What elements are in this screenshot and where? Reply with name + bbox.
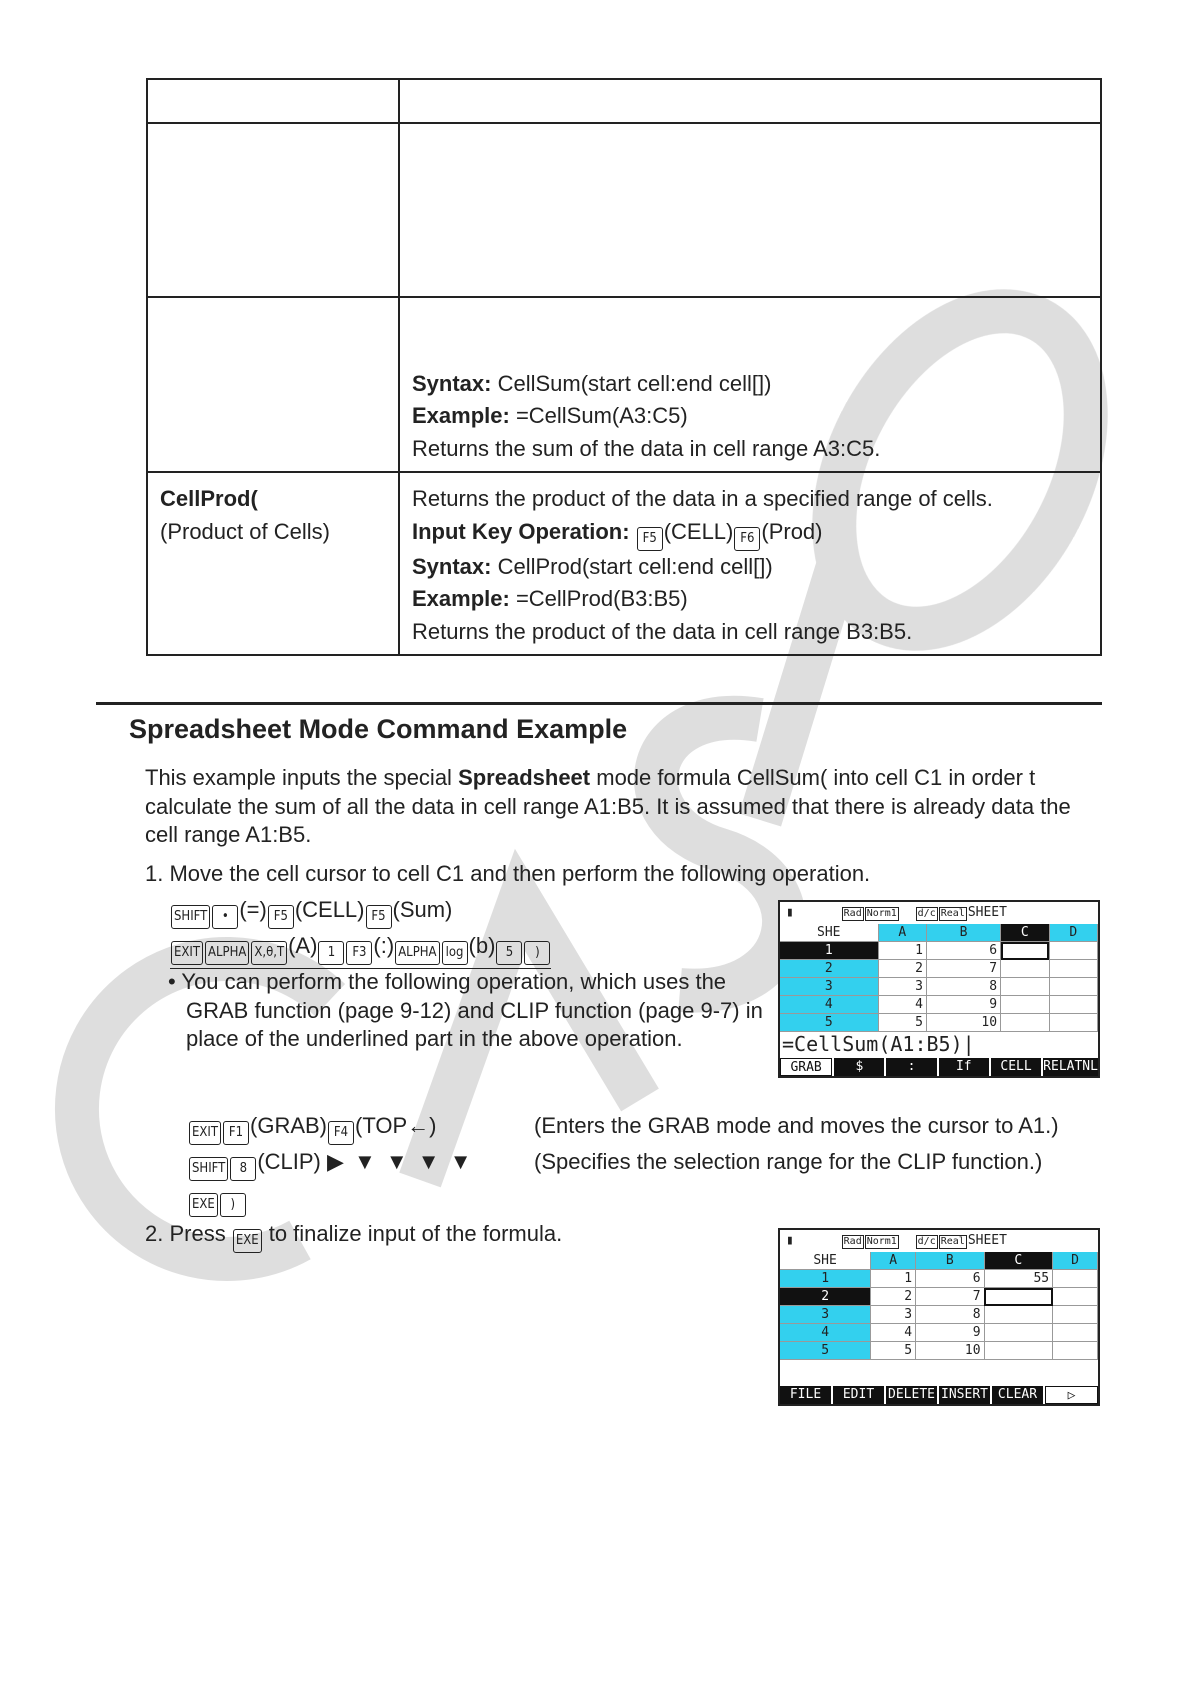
- battery-icon: ▮: [786, 905, 794, 920]
- five-key-icon: 5: [496, 941, 522, 965]
- dot-key-icon: •: [212, 905, 238, 929]
- fkey-edit[interactable]: EDIT: [833, 1386, 884, 1404]
- command-subname: (Product of Cells): [160, 518, 330, 544]
- table-cell: [399, 297, 1101, 472]
- returns-line: Returns the sum of the data in cell range A3:C5.: [412, 435, 881, 461]
- section-title: Spreadsheet Mode Command Example: [129, 714, 628, 744]
- alt-sequence-2: SHIFT 8 (CLIP) ▶ ▼ ▼ ▼ ▼: [188, 1148, 473, 1181]
- table-row: 2 2 7: [780, 1288, 1098, 1306]
- f4-key-icon: F4: [328, 1121, 354, 1145]
- calculator-screen-1: [778, 900, 1100, 1078]
- table-cell: [399, 123, 1101, 297]
- alt-sequence-3: [188, 1184, 247, 1217]
- function-key-bar: [780, 1386, 1098, 1404]
- alt-note-1: (Enters the GRAB mode and moves the cursor to A1.): [534, 1113, 1059, 1138]
- exe-key-icon: EXE: [189, 1193, 218, 1217]
- table-row: 1 1 6: [780, 942, 1098, 960]
- example-line: Example: =CellProd(B3:B5): [412, 586, 688, 611]
- fkey-insert[interactable]: INSERT: [939, 1386, 990, 1404]
- fkey-file[interactable]: FILE: [780, 1386, 831, 1404]
- table-row-cellprod: [147, 472, 1101, 655]
- calculator-screen-2: [778, 1228, 1100, 1406]
- fkey-next[interactable]: ▷: [1045, 1386, 1098, 1404]
- table-cell: [147, 297, 399, 472]
- cursor-arrow-keys-icon: ▶ ▼ ▼ ▼ ▼: [327, 1149, 474, 1174]
- table-row: 1 1 6 55: [780, 1270, 1098, 1288]
- table-row: 3 3 8: [780, 978, 1098, 996]
- fkey-delete[interactable]: DELETE: [886, 1386, 937, 1404]
- step-1: 1. Move the cell cursor to cell C1 and then perform the following operation.: [145, 861, 871, 886]
- edit-line: [780, 1360, 1098, 1384]
- table-cell: [399, 472, 1101, 655]
- command-name: CellProd(: [160, 486, 258, 511]
- exit-key-icon: EXIT: [189, 1121, 221, 1145]
- fkey-grab[interactable]: GRAB: [780, 1058, 832, 1076]
- f5-key-icon: F5: [366, 905, 392, 929]
- exit-key-icon: EXIT: [171, 941, 203, 965]
- fkey-dollar[interactable]: $: [834, 1058, 884, 1076]
- table-row: 2 2 7: [780, 960, 1098, 978]
- table-cell: [147, 123, 399, 297]
- fkey-if[interactable]: If: [939, 1058, 989, 1076]
- status-bar: ▮ Rad Norm1 d/c Real SHEET: [786, 905, 1007, 920]
- table-cell: [147, 472, 399, 655]
- spreadsheet-grid: SHE A B C D 1 1 6 2 2 7 3 3 8 4 4 9 5 5 10: [780, 924, 1098, 1032]
- alpha-key-icon: ALPHA: [395, 941, 439, 965]
- syntax-line: Syntax: CellProd(start cell:end cell[]): [412, 553, 773, 579]
- key-sequence-1: SHIFT • (=) F5 (CELL) F5 (Sum): [170, 896, 452, 929]
- table-row: 4 4 9: [780, 996, 1098, 1014]
- step-2: 2. Press EXE to finalize input of the formula.: [145, 1220, 562, 1253]
- fkey-clear[interactable]: CLEAR: [992, 1386, 1043, 1404]
- input-key-line: Input Key Operation: F5 (CELL) F6 (Prod): [412, 516, 1088, 551]
- f5-key-icon: F5: [637, 527, 663, 551]
- intro-paragraph: This example inputs the special Spreadsheet mode formula CellSum( into cell C1 in order t calculate the sum of all the data in cell range A1:B5. It is assumed that there is already data the cell range A1:B5.: [145, 765, 1071, 847]
- battery-icon: ▮: [786, 1233, 794, 1248]
- spreadsheet-grid: SHE A B C D 1 1 6 55 2 2 7 3 3 8 4 4 9 5 5 10: [780, 1252, 1098, 1360]
- table-cell: [147, 79, 399, 123]
- f1-key-icon: F1: [223, 1121, 249, 1145]
- example-line: Example: =CellSum(A3:C5): [412, 403, 688, 428]
- table-row: 4 4 9: [780, 1324, 1098, 1342]
- alpha-key-icon: ALPHA: [205, 941, 249, 965]
- close-paren-key-icon: ): [524, 941, 550, 965]
- f3-key-icon: F3: [346, 941, 372, 965]
- description-line: Returns the product of the data in a specified range of cells.: [412, 486, 993, 511]
- alt-sequence-1: EXIT F1 (GRAB) F4 (TOP←): [188, 1112, 436, 1145]
- fkey-colon[interactable]: :: [886, 1058, 936, 1076]
- alt-note-2: (Specifies the selection range for the CLIP function.): [534, 1149, 1043, 1174]
- shift-key-icon: SHIFT: [189, 1157, 228, 1181]
- key-sequence-2: EXIT ALPHA X,θ,T (A) 1 F3 (:) ALPHA log (b) 5 ): [170, 932, 551, 969]
- syntax-line: Syntax: CellSum(start cell:end cell[]): [412, 370, 772, 396]
- exe-key-icon: EXE: [233, 1229, 262, 1253]
- close-paren-key-icon: ): [220, 1193, 246, 1217]
- fkey-cell[interactable]: CELL: [991, 1058, 1041, 1076]
- one-key-icon: 1: [318, 941, 344, 965]
- fkey-relatnl[interactable]: RELATNL: [1043, 1059, 1098, 1074]
- function-key-bar: [780, 1058, 1098, 1076]
- shift-key-icon: SHIFT: [171, 905, 210, 929]
- edit-line: =CellSum(A1:B5)|: [782, 1032, 975, 1056]
- command-table: [146, 78, 1102, 656]
- xthetat-key-icon: X,θ,T: [251, 941, 287, 965]
- log-key-icon: log: [442, 941, 468, 965]
- section-divider: [96, 702, 1102, 705]
- eight-key-icon: 8: [230, 1157, 256, 1181]
- table-row: 5 5 10: [780, 1342, 1098, 1360]
- table-row: [147, 79, 1101, 123]
- status-bar: ▮ Rad Norm1 d/c Real SHEET: [786, 1233, 1007, 1248]
- grab-clip-note: • You can perform the following operation, which uses the GRAB function (page 9-12) and CLIP function (page 9-7) in place of the underlined part in the above operation.: [168, 969, 763, 1051]
- table-cell: [399, 79, 1101, 123]
- table-row: 5 5 10: [780, 1014, 1098, 1032]
- f5-key-icon: F5: [268, 905, 294, 929]
- table-row: [147, 123, 1101, 297]
- f6-key-icon: F6: [734, 527, 760, 551]
- returns-line: Returns the product of the data in cell range B3:B5.: [412, 618, 913, 644]
- table-row: 3 3 8: [780, 1306, 1098, 1324]
- table-row-cellsum: [147, 297, 1101, 472]
